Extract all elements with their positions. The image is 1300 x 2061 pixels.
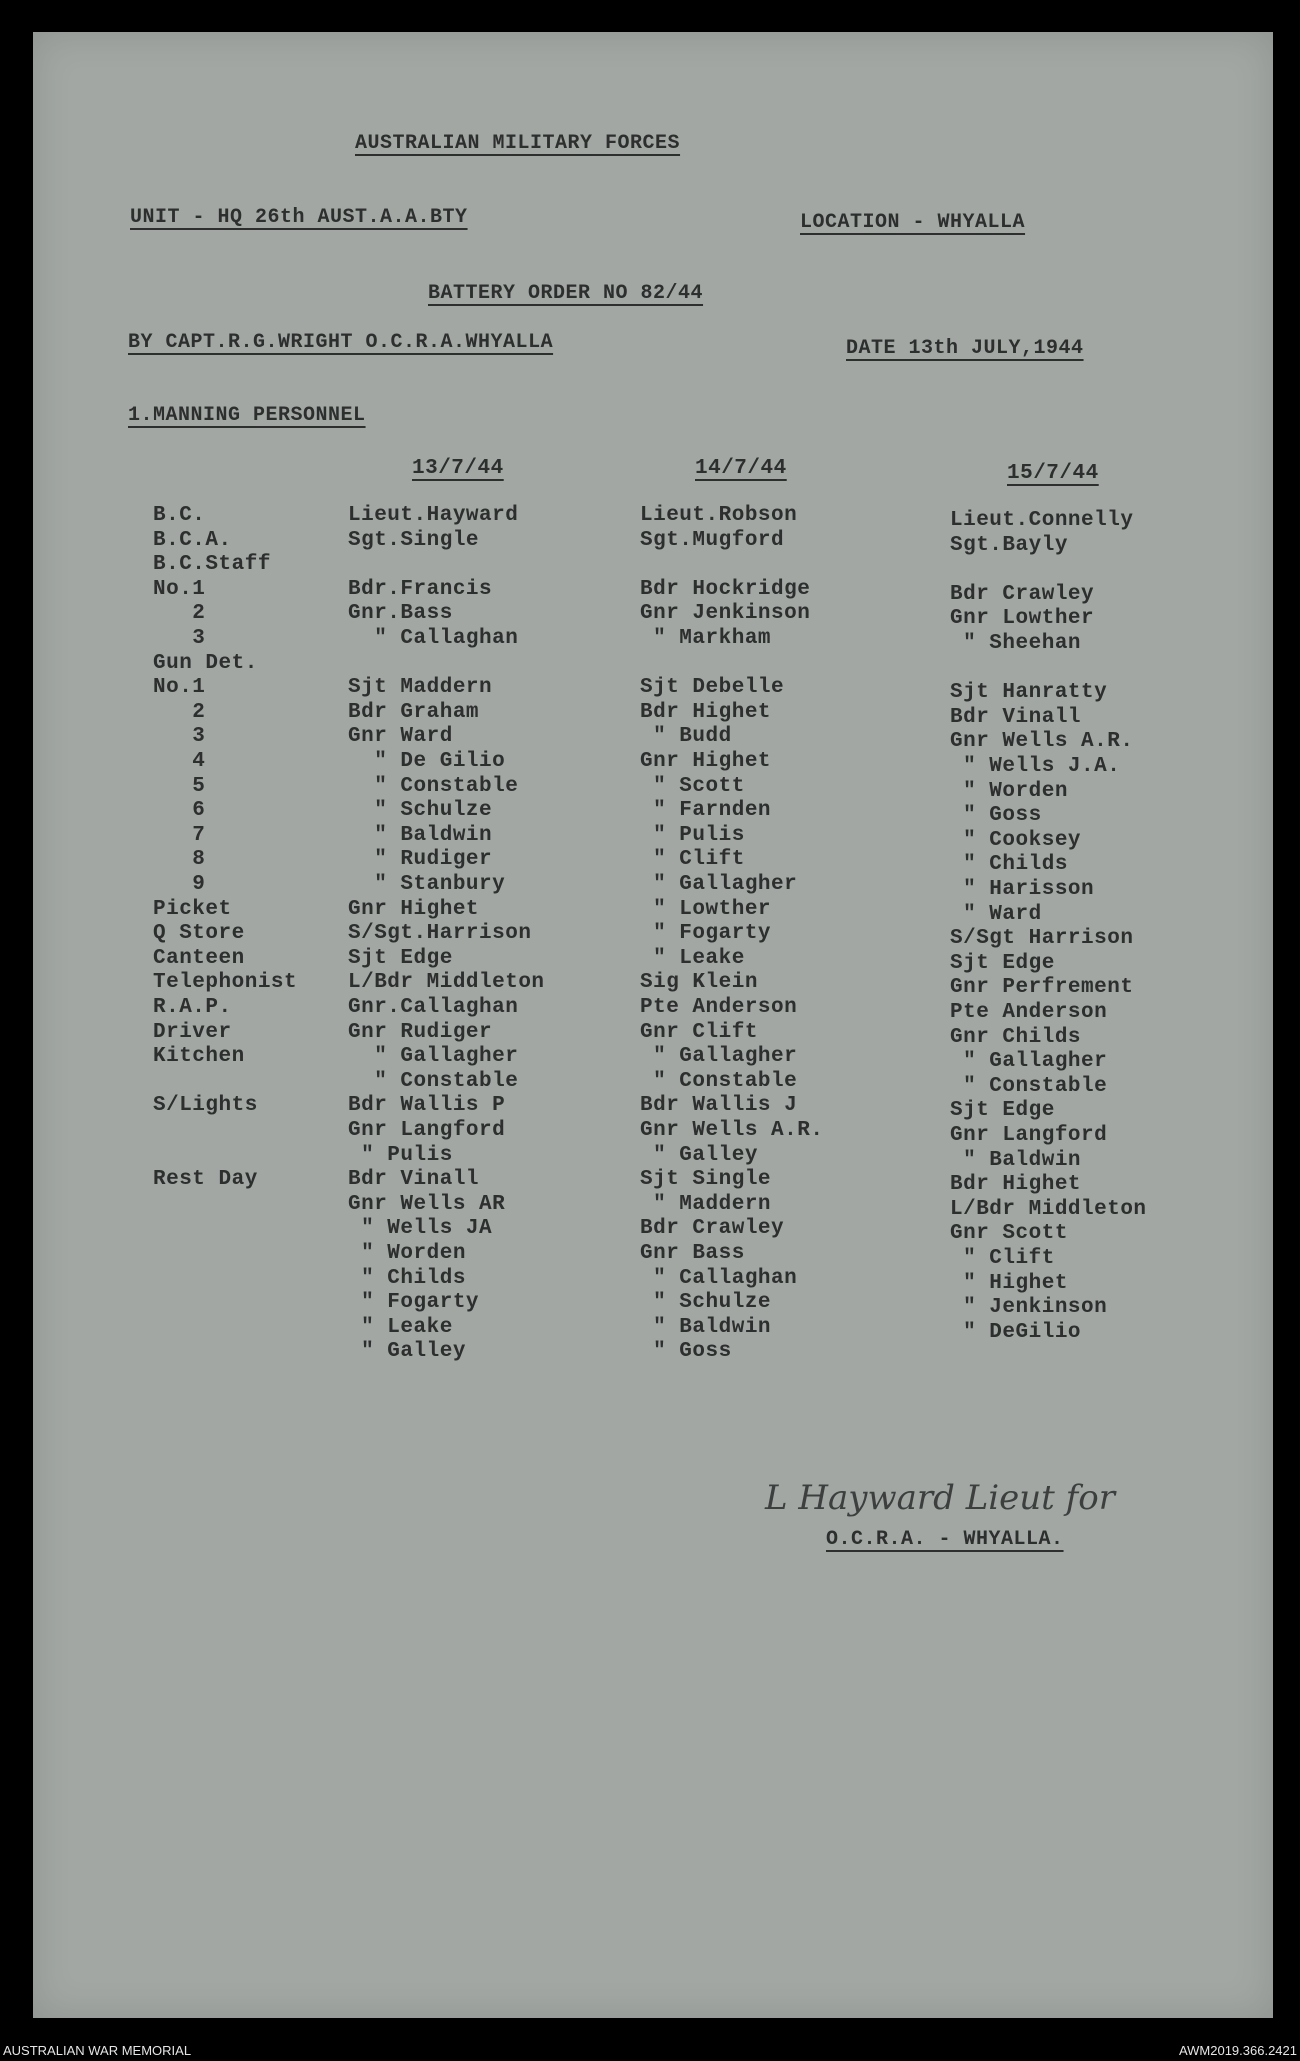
row-col-14: Sjt Debelle — [640, 676, 785, 699]
row-col-14: " Pulis — [640, 824, 745, 847]
row-col-14: Sgt.Mugford — [640, 529, 785, 552]
footer-source: AUSTRALIAN WAR MEMORIAL — [3, 2043, 192, 2058]
row-col-13: " Wells JA — [348, 1217, 493, 1240]
row-col-13: Sjt Maddern — [348, 676, 493, 699]
row-col-15: " Worden — [950, 780, 1068, 803]
row-col-13: " Constable — [348, 775, 519, 798]
row-col-14: " Constable — [640, 1070, 798, 1093]
row-label: Rest Day — [153, 1168, 258, 1191]
row-col-15: Gnr Perfrement — [950, 976, 1134, 999]
row-col-15: Lieut.Connelly — [950, 509, 1134, 532]
row-label: 2 — [153, 602, 206, 625]
row-col-13: Bdr.Francis — [348, 578, 493, 601]
row-col-13: " Pulis — [348, 1144, 453, 1167]
row-col-14: " Farnden — [640, 799, 772, 822]
row-col-13: Bdr Wallis P — [348, 1094, 506, 1117]
row-col-13: " De Gilio — [348, 750, 506, 773]
date-col-3: 15/7/44 — [1007, 462, 1099, 485]
row-col-15: " DeGilio — [950, 1321, 1082, 1344]
row-col-13: Lieut.Hayward — [348, 504, 519, 527]
row-col-15: Gnr Langford — [950, 1124, 1108, 1147]
unit-line: UNIT - HQ 26th AUST.A.A.BTY — [130, 206, 468, 229]
date-col-1: 13/7/44 — [412, 457, 504, 480]
row-col-15: Sjt Edge — [950, 952, 1055, 975]
row-label: B.C.A. — [153, 529, 232, 552]
row-col-14: Pte Anderson — [640, 996, 798, 1019]
row-col-13: Gnr Ward — [348, 725, 453, 748]
row-col-15: " Jenkinson — [950, 1296, 1108, 1319]
row-label: 9 — [153, 873, 206, 896]
row-col-15: Bdr Vinall — [950, 706, 1082, 729]
row-col-13: Gnr.Callaghan — [348, 996, 519, 1019]
row-col-14: " Clift — [640, 848, 745, 871]
row-col-15: " Childs — [950, 853, 1068, 876]
row-label: B.C. — [153, 504, 206, 527]
row-col-15: " Goss — [950, 804, 1042, 827]
row-label: Picket — [153, 898, 232, 921]
row-col-13: " Childs — [348, 1267, 466, 1290]
row-col-13: Sjt Edge — [348, 947, 453, 970]
row-col-14: Bdr Crawley — [640, 1217, 785, 1240]
row-col-14: Lieut.Robson — [640, 504, 798, 527]
row-col-14: " Scott — [640, 775, 745, 798]
row-col-13: " Constable — [348, 1070, 519, 1093]
row-col-13: " Gallagher — [348, 1045, 519, 1068]
row-col-13: " Galley — [348, 1340, 466, 1363]
row-col-14: " Markham — [640, 627, 772, 650]
row-label: 3 — [153, 627, 206, 650]
row-col-13: Sgt.Single — [348, 529, 480, 552]
row-label: Telephonist — [153, 971, 298, 994]
row-col-15: " Highet — [950, 1272, 1068, 1295]
section-title: 1.MANNING PERSONNEL — [128, 404, 366, 427]
row-col-13: Gnr.Bass — [348, 602, 453, 625]
row-label: 3 — [153, 725, 206, 748]
row-label: 5 — [153, 775, 206, 798]
row-col-15: Sjt Edge — [950, 1099, 1055, 1122]
row-col-14: " Baldwin — [640, 1316, 772, 1339]
row-label: 2 — [153, 701, 206, 724]
row-col-15: Bdr Highet — [950, 1173, 1082, 1196]
row-col-14: Gnr Bass — [640, 1242, 745, 1265]
row-col-15: Gnr Lowther — [950, 607, 1095, 630]
row-label: S/Lights — [153, 1094, 258, 1117]
row-col-14: Bdr Hockridge — [640, 578, 811, 601]
row-col-15: Pte Anderson — [950, 1001, 1108, 1024]
row-col-15: " Constable — [950, 1075, 1108, 1098]
row-col-15: Sgt.Bayly — [950, 534, 1068, 557]
row-label: 8 — [153, 848, 206, 871]
row-col-15: " Sheehan — [950, 632, 1082, 655]
row-col-15: " Clift — [950, 1247, 1055, 1270]
row-col-14: Gnr Wells A.R. — [640, 1119, 824, 1142]
order-date: DATE 13th JULY,1944 — [846, 337, 1084, 360]
row-col-13: " Leake — [348, 1316, 453, 1339]
row-label: Driver — [153, 1021, 232, 1044]
row-col-14: Gnr Jenkinson — [640, 602, 811, 625]
row-label: Q Store — [153, 922, 245, 945]
row-col-15: L/Bdr Middleton — [950, 1198, 1147, 1221]
row-label: R.A.P. — [153, 996, 232, 1019]
row-col-13: " Fogarty — [348, 1291, 480, 1314]
row-label: 7 — [153, 824, 206, 847]
row-col-14: " Fogarty — [640, 922, 772, 945]
order-number: BATTERY ORDER NO 82/44 — [428, 282, 704, 305]
row-col-13: Gnr Wells AR — [348, 1193, 506, 1216]
row-col-15: Gnr Scott — [950, 1222, 1068, 1245]
row-col-15: " Cooksey — [950, 829, 1082, 852]
row-label: 6 — [153, 799, 206, 822]
row-col-13: " Callaghan — [348, 627, 519, 650]
row-label: Kitchen — [153, 1045, 245, 1068]
row-col-14: " Goss — [640, 1340, 732, 1363]
handwritten-signature: L Hayward Lieut for — [765, 1478, 1115, 1518]
row-col-13: " Schulze — [348, 799, 493, 822]
row-col-13: Gnr Highet — [348, 898, 480, 921]
row-label: 4 — [153, 750, 206, 773]
row-col-14: Gnr Clift — [640, 1021, 758, 1044]
row-col-14: Bdr Wallis J — [640, 1094, 798, 1117]
row-col-13: Gnr Rudiger — [348, 1021, 493, 1044]
row-col-15: " Ward — [950, 903, 1042, 926]
row-col-14: Sig Klein — [640, 971, 758, 994]
row-col-14: " Leake — [640, 947, 745, 970]
row-col-14: Sjt Single — [640, 1168, 772, 1191]
row-col-13: " Stanbury — [348, 873, 506, 896]
row-col-15: Sjt Hanratty — [950, 681, 1108, 704]
footer-accession: AWM2019.366.2421 — [1178, 2043, 1297, 2058]
row-col-14: " Schulze — [640, 1291, 772, 1314]
date-col-2: 14/7/44 — [695, 457, 787, 480]
row-col-13: L/Bdr Middleton — [348, 971, 545, 994]
row-col-14: " Callaghan — [640, 1267, 798, 1290]
row-label: B.C.Staff — [153, 553, 271, 576]
row-col-15: " Baldwin — [950, 1149, 1082, 1172]
issued-by: BY CAPT.R.G.WRIGHT O.C.R.A.WHYALLA — [128, 331, 554, 354]
row-label: No.1 — [153, 578, 206, 601]
row-col-14: Bdr Highet — [640, 701, 772, 724]
row-col-13: Bdr Vinall — [348, 1168, 480, 1191]
row-col-14: Gnr Highet — [640, 750, 772, 773]
row-col-15: " Gallagher — [950, 1050, 1108, 1073]
row-col-14: " Gallagher — [640, 1045, 798, 1068]
row-col-14: " Galley — [640, 1144, 758, 1167]
row-col-15: S/Sgt Harrison — [950, 927, 1134, 950]
row-col-13: S/Sgt.Harrison — [348, 922, 532, 945]
row-label: No.1 — [153, 676, 206, 699]
row-label: Gun Det. — [153, 652, 258, 675]
row-col-13: " Rudiger — [348, 848, 493, 871]
row-col-14: " Maddern — [640, 1193, 772, 1216]
row-col-15: Gnr Childs — [950, 1026, 1082, 1049]
row-col-14: " Gallagher — [640, 873, 798, 896]
row-col-15: Gnr Wells A.R. — [950, 730, 1134, 753]
row-col-14: " Budd — [640, 725, 732, 748]
row-col-13: " Baldwin — [348, 824, 493, 847]
row-col-14: " Lowther — [640, 898, 772, 921]
row-col-15: " Harisson — [950, 878, 1095, 901]
location-line: LOCATION - WHYALLA — [800, 211, 1026, 234]
row-col-15: Bdr Crawley — [950, 583, 1095, 606]
row-label: Canteen — [153, 947, 245, 970]
signature-title: O.C.R.A. - WHYALLA. — [826, 1528, 1064, 1551]
doc-title: AUSTRALIAN MILITARY FORCES — [355, 132, 681, 155]
row-col-13: " Worden — [348, 1242, 466, 1265]
row-col-15: " Wells J.A. — [950, 755, 1121, 778]
row-col-13: Gnr Langford — [348, 1119, 506, 1142]
row-col-13: Bdr Graham — [348, 701, 480, 724]
